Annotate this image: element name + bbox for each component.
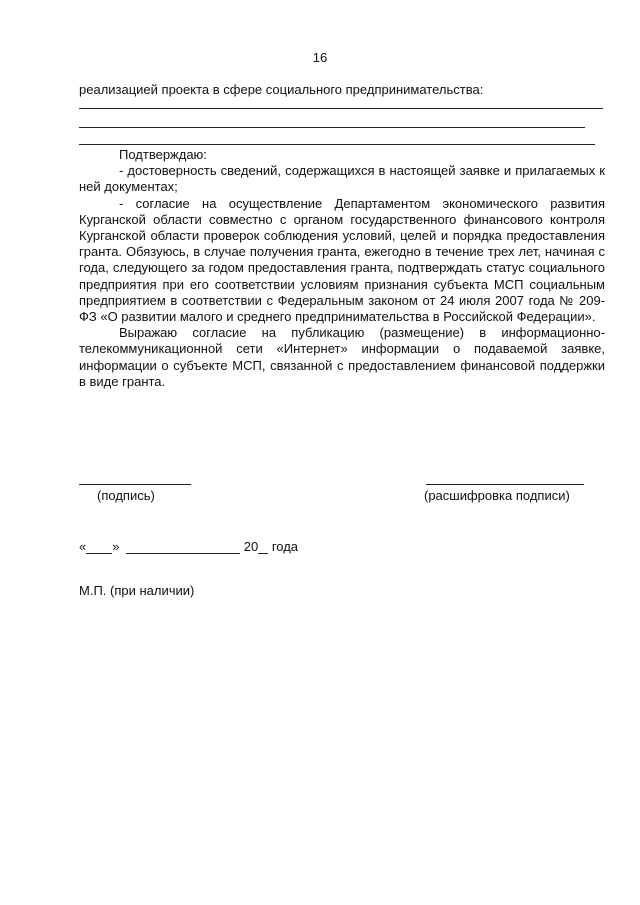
decipher-caption: (расшифровка подписи): [424, 488, 570, 503]
signature-caption: (подпись): [97, 488, 155, 503]
date-open-quote: «: [79, 539, 87, 554]
confirm-item-consent: - согласие на осуществление Департаментом экономического развития Курганской области совместно с органом государственного финансового контроля Курганской области проверок соблюдения условий, целей и порядка предоставления гранта. Обязуюсь, в случае получения гранта, ежегодно в течение трех лет, начиная с года, следующего за годом предоставления гранта, подтверждать статус социального предприятия при его соответствии условиям признания субъекта МСП социальным предприятием в соответствии с Федеральным законом от 24 июля 2007 года № 209-ФЗ «О развитии малого и среднего предпринимательства в Российской Федерации».: [79, 195, 605, 325]
signature-block: [79, 484, 191, 504]
blank-line-2: [79, 127, 585, 128]
intro-line: реализацией проекта в сфере социального предпринимательства:: [79, 82, 484, 97]
blank-line-1: [79, 108, 603, 109]
year-prefix: 20: [243, 539, 259, 554]
year-suffix: года: [271, 539, 299, 554]
year-blank: [258, 541, 268, 554]
confirm-item-accuracy: - достоверность сведений, содержащихся в настоящей заявке и прилагаемых к ней документах;: [79, 163, 605, 195]
publication-consent: Выражаю согласие на публикацию (размещение) в информационно-телекоммуникационной сети «Интернет» информации о подаваемой заявке, информации о субъекте МСП, связанной с предоставлением финансовой поддержки в виде гранта.: [79, 325, 605, 389]
confirm-heading: Подтверждаю:: [119, 147, 207, 162]
blank-line-3: [79, 144, 595, 145]
day-blank: [86, 541, 112, 554]
stamp-note: М.П. (при наличии): [79, 583, 195, 598]
signature-line: [79, 484, 191, 485]
date-line: [79, 539, 298, 555]
declaration-body: [79, 147, 605, 390]
decipher-line: [426, 484, 584, 485]
month-blank: [126, 541, 240, 554]
page-number: 16: [312, 50, 328, 65]
date-close-quote: »: [112, 539, 120, 554]
signature-decipher-block: [424, 484, 586, 504]
